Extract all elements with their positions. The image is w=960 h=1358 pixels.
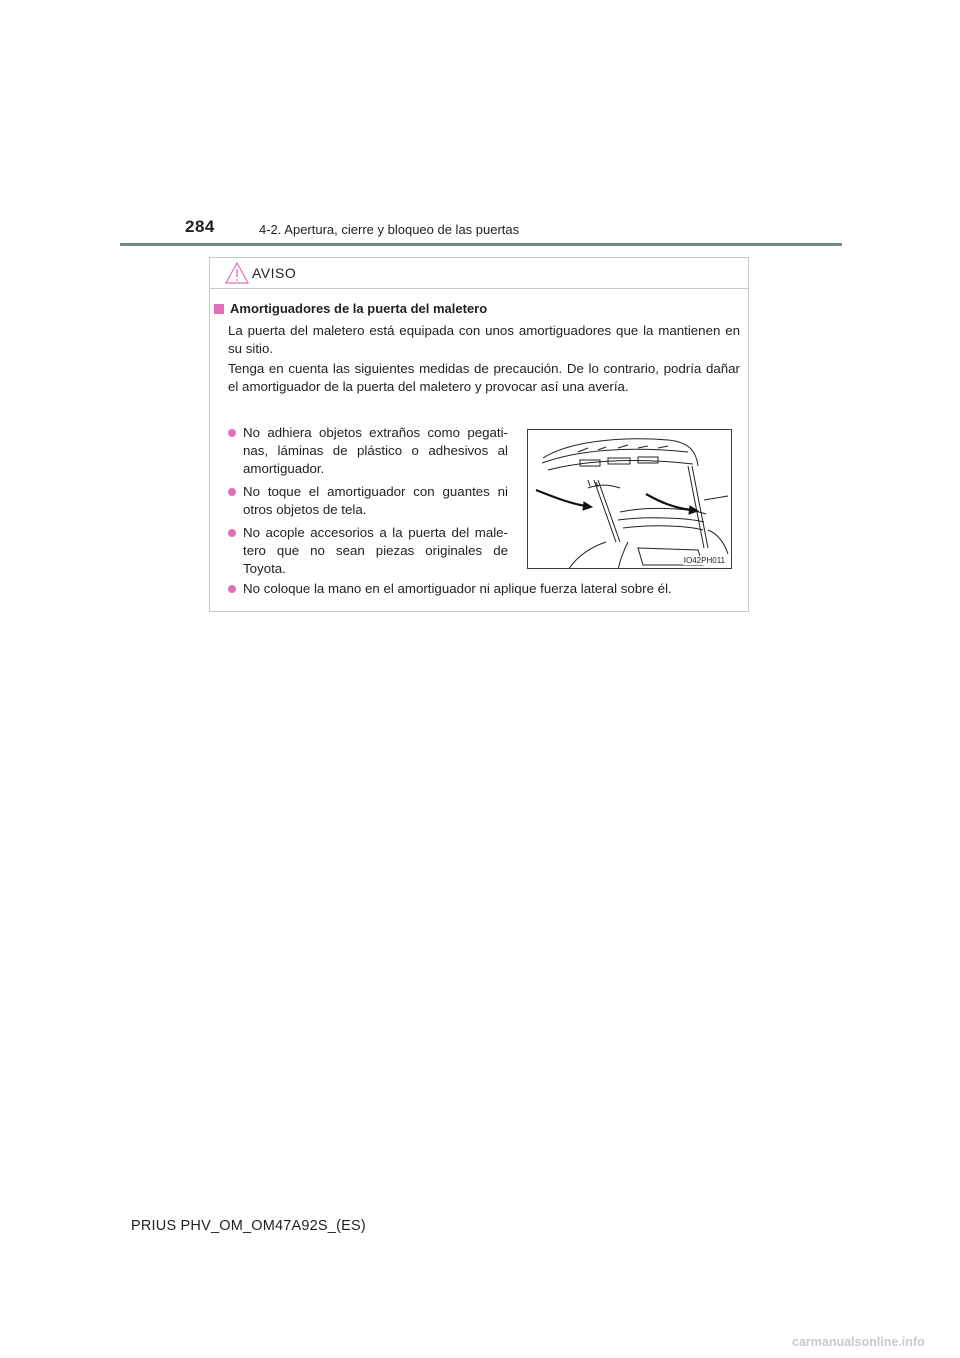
square-bullet-icon bbox=[214, 304, 224, 314]
list-item bbox=[228, 483, 508, 519]
list-item-text: No acople accesorios a la puerta del male-tero que no sean piezas originales de Toyota. bbox=[243, 525, 508, 576]
section-title: 4-2. Apertura, cierre y bloqueo de las puertas bbox=[259, 222, 520, 237]
list-item bbox=[228, 580, 740, 598]
watermark: carmanualsonline.info bbox=[792, 1335, 925, 1349]
figure-code: IO42PH011 bbox=[683, 556, 725, 565]
warning-subheading bbox=[214, 301, 487, 316]
paragraph: La puerta del maletero está equipada con unos amortiguadores que la mantienen en su sitio. bbox=[228, 323, 740, 356]
page-number: 284 bbox=[185, 217, 215, 236]
list-item-text: No adhiera objetos extraños como pegati-nas, láminas de plástico o adhesivos al amortiguador. bbox=[243, 425, 508, 476]
dot-bullet-icon bbox=[228, 529, 236, 537]
list-item bbox=[228, 424, 508, 478]
warning-header bbox=[210, 258, 748, 289]
warning-triangle-icon bbox=[225, 262, 249, 289]
dot-bullet-icon bbox=[228, 488, 236, 496]
trunk-damper-illustration bbox=[527, 429, 732, 569]
footer-document-code: PRIUS PHV_OM_OM47A92S_(ES) bbox=[131, 1218, 366, 1234]
dot-bullet-icon bbox=[228, 429, 236, 437]
paragraph: Tenga en cuenta las siguientes medidas de precaución. De lo contrario, podría dañar el amortiguador de la puerta del maletero y provocar así una avería. bbox=[228, 361, 740, 394]
warning-label: AVISO bbox=[252, 265, 297, 281]
header-rule bbox=[120, 243, 842, 246]
list-item-text: No coloque la mano en el amortiguador ni aplique fuerza lateral sobre él. bbox=[243, 581, 672, 596]
dot-bullet-icon bbox=[228, 585, 236, 593]
subheading-text: Amortiguadores de la puerta del maletero bbox=[230, 301, 488, 316]
warning-box bbox=[209, 257, 749, 612]
list-item-text: No toque el amortiguador con guantes ni otros objetos de tela. bbox=[243, 484, 508, 517]
list-item bbox=[228, 524, 508, 578]
